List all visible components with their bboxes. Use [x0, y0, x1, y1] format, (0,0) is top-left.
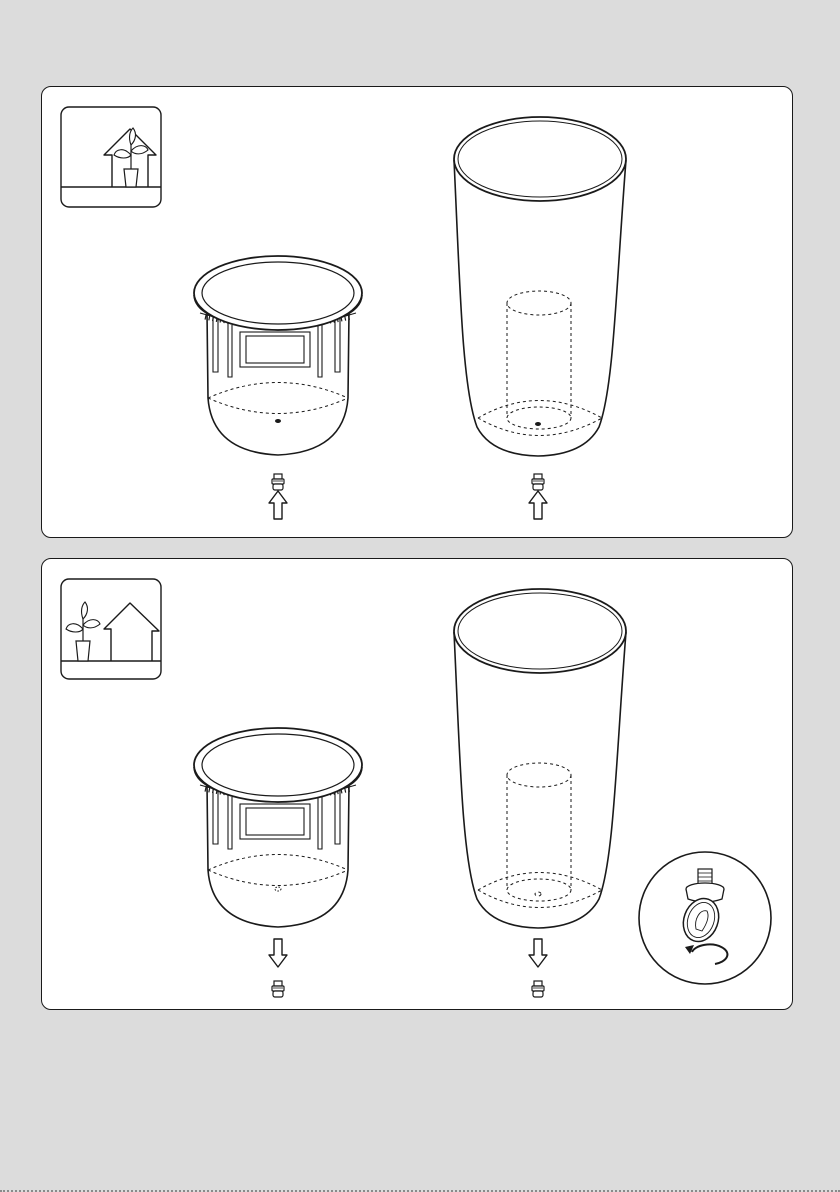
coin-unscrew-plug-icon [639, 852, 771, 984]
outdoor-scene [42, 559, 794, 1011]
tall-vase-planter [454, 117, 626, 456]
arrow-up-icon [529, 491, 547, 519]
round-planter-insert [194, 728, 362, 927]
drain-plug-icon [272, 981, 284, 997]
indoor-instruction-panel [41, 86, 793, 538]
outdoor-instruction-panel [41, 558, 793, 1010]
tall-vase-planter [454, 589, 626, 928]
page-edge-dotted-line [0, 1186, 840, 1192]
arrow-down-icon [269, 939, 287, 967]
house-with-plant-inside-icon [61, 107, 161, 207]
plant-outside-house-icon [61, 579, 161, 679]
drain-plug-icon [532, 474, 544, 490]
drain-plug-icon [272, 474, 284, 490]
arrow-down-icon [529, 939, 547, 967]
drain-plug-icon [532, 981, 544, 997]
arrow-up-icon [269, 491, 287, 519]
indoor-scene [42, 87, 794, 539]
round-planter-insert [194, 256, 362, 455]
